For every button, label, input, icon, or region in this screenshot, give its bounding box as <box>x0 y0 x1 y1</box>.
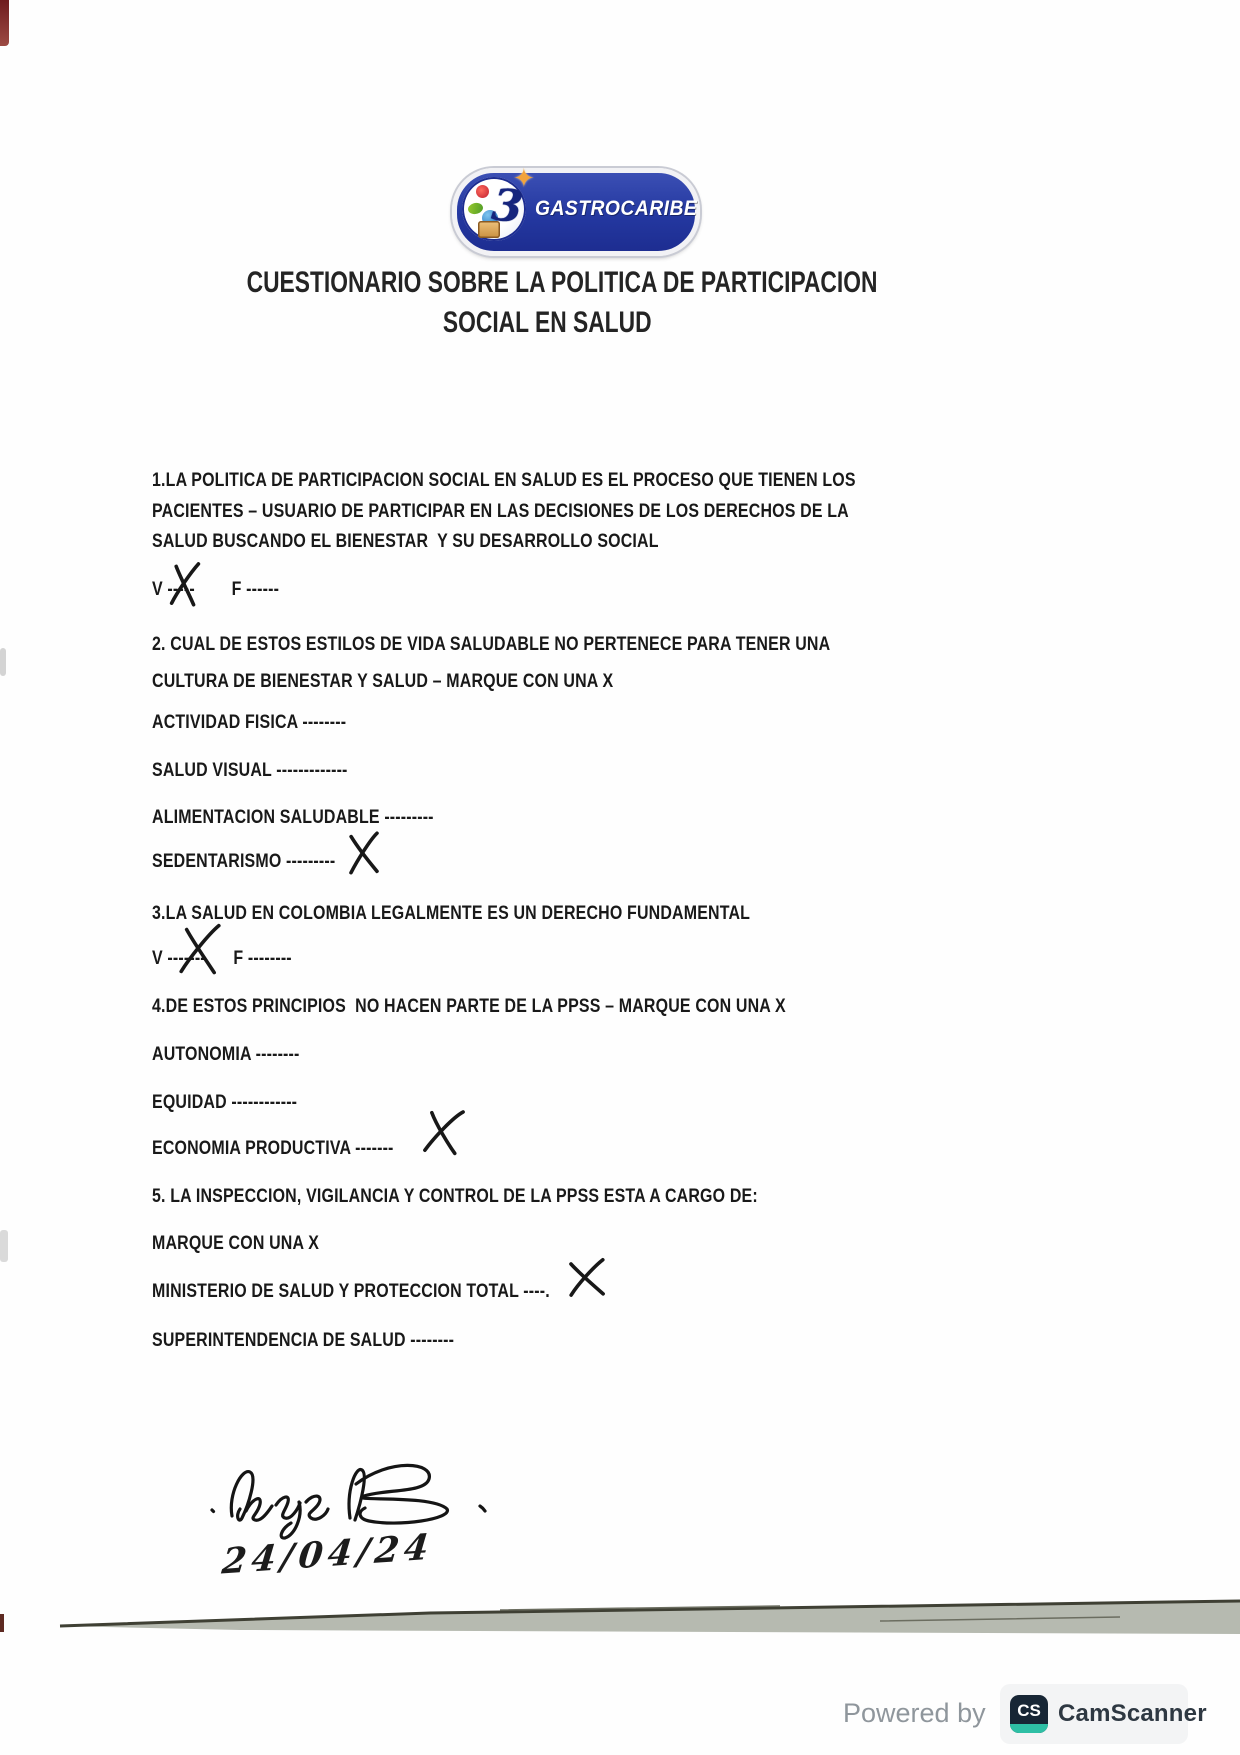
q4-option-economia-productiva: ECONOMIA PRODUCTIVA ------- <box>152 1138 394 1159</box>
scan-edge-smudge <box>0 648 6 676</box>
star-icon: ✦ <box>513 163 535 193</box>
q5-text-line1: 5. LA INSPECCION, VIGILANCIA Y CONTROL DE LA PPSS ESTA A CARGO DE: <box>152 1186 758 1207</box>
camscanner-badge <box>1000 1684 1207 1744</box>
q2-option-sedentarismo: SEDENTARISMO --------- <box>152 851 336 872</box>
q3-true-false-line: V ------- F -------- <box>152 948 292 969</box>
handwritten-date: 24/04/24 <box>220 1526 436 1583</box>
document-title-line1 <box>147 266 947 300</box>
paper-edge-shadow <box>0 1594 1240 1638</box>
q2-text-line1: 2. CUAL DE ESTOS ESTILOS DE VIDA SALUDABLE NO PERTENECE PARA TENER UNA <box>152 634 831 655</box>
gastrocaribe-logo-badge <box>452 163 700 256</box>
handwritten-x-mark-q2-sedentarismo <box>341 829 385 877</box>
document-title-line2-text: SOCIAL EN SALUD <box>442 306 652 339</box>
q2-option-alimentacion-saludable: ALIMENTACION SALUDABLE --------- <box>152 807 434 828</box>
powered-by-label: Powered by <box>843 1698 986 1728</box>
scan-corner-artifact <box>0 0 9 46</box>
q4-option-autonomia: AUTONOMIA -------- <box>152 1044 300 1065</box>
handwritten-x-mark-q5-ministerio <box>561 1256 612 1299</box>
q4-text-line1: 4.DE ESTOS PRINCIPIOS NO HACEN PARTE DE LA PPSS – MARQUE CON UNA X <box>152 996 786 1017</box>
document-title-line1-text: CUESTIONARIO SOBRE LA POLITICA DE PARTICIPACION <box>246 266 878 299</box>
q5-option-superintendencia: SUPERINTENDENCIA DE SALUD -------- <box>152 1330 455 1351</box>
stylized-three-icon: 3 <box>489 179 526 234</box>
scan-edge-smudge <box>0 1230 8 1262</box>
q5-text-line2: MARQUE CON UNA X <box>152 1233 320 1254</box>
handwritten-x-mark-q3-v <box>173 921 225 977</box>
document-title-line2 <box>147 306 947 340</box>
q1-true-false-line: V ----- F ------ <box>152 579 280 600</box>
q1-text-line1: 1.LA POLITICA DE PARTICIPACION SOCIAL EN SALUD ES EL PROCESO QUE TIENEN LOS <box>152 470 856 491</box>
handwritten-x-mark-q4-economia <box>418 1104 469 1159</box>
q4-option-equidad: EQUIDAD ------------ <box>152 1092 298 1113</box>
camscanner-label: CamScanner <box>1058 1700 1207 1727</box>
logo-brand-text: GASTROCARIBE <box>535 197 698 220</box>
camscanner-icon <box>1010 1695 1048 1733</box>
q1-text-line2: PACIENTES – USUARIO DE PARTICIPAR EN LAS DECISIONES DE LOS DERECHOS DE LA <box>152 501 849 522</box>
handwritten-signature <box>198 1432 498 1547</box>
q5-option-ministerio: MINISTERIO DE SALUD Y PROTECCION TOTAL ----. <box>152 1281 550 1302</box>
handwritten-x-mark-q1-v <box>164 559 203 609</box>
leaf-icon <box>467 201 485 216</box>
q2-option-salud-visual: SALUD VISUAL ------------- <box>152 760 348 781</box>
lollipop-icon <box>476 185 489 198</box>
q2-option-actividad-fisica: ACTIVIDAD FISICA -------- <box>152 712 347 733</box>
q2-text-line2: CULTURA DE BIENESTAR Y SALUD – MARQUE CON UNA X <box>152 671 614 692</box>
q1-text-line3: SALUD BUSCANDO EL BIENESTAR Y SU DESARROLLO SOCIAL <box>152 531 659 552</box>
q3-text-line1: 3.LA SALUD EN COLOMBIA LEGALMENTE ES UN DERECHO FUNDAMENTAL <box>152 903 751 924</box>
camscanner-icon-initials: CS <box>1017 1701 1041 1720</box>
